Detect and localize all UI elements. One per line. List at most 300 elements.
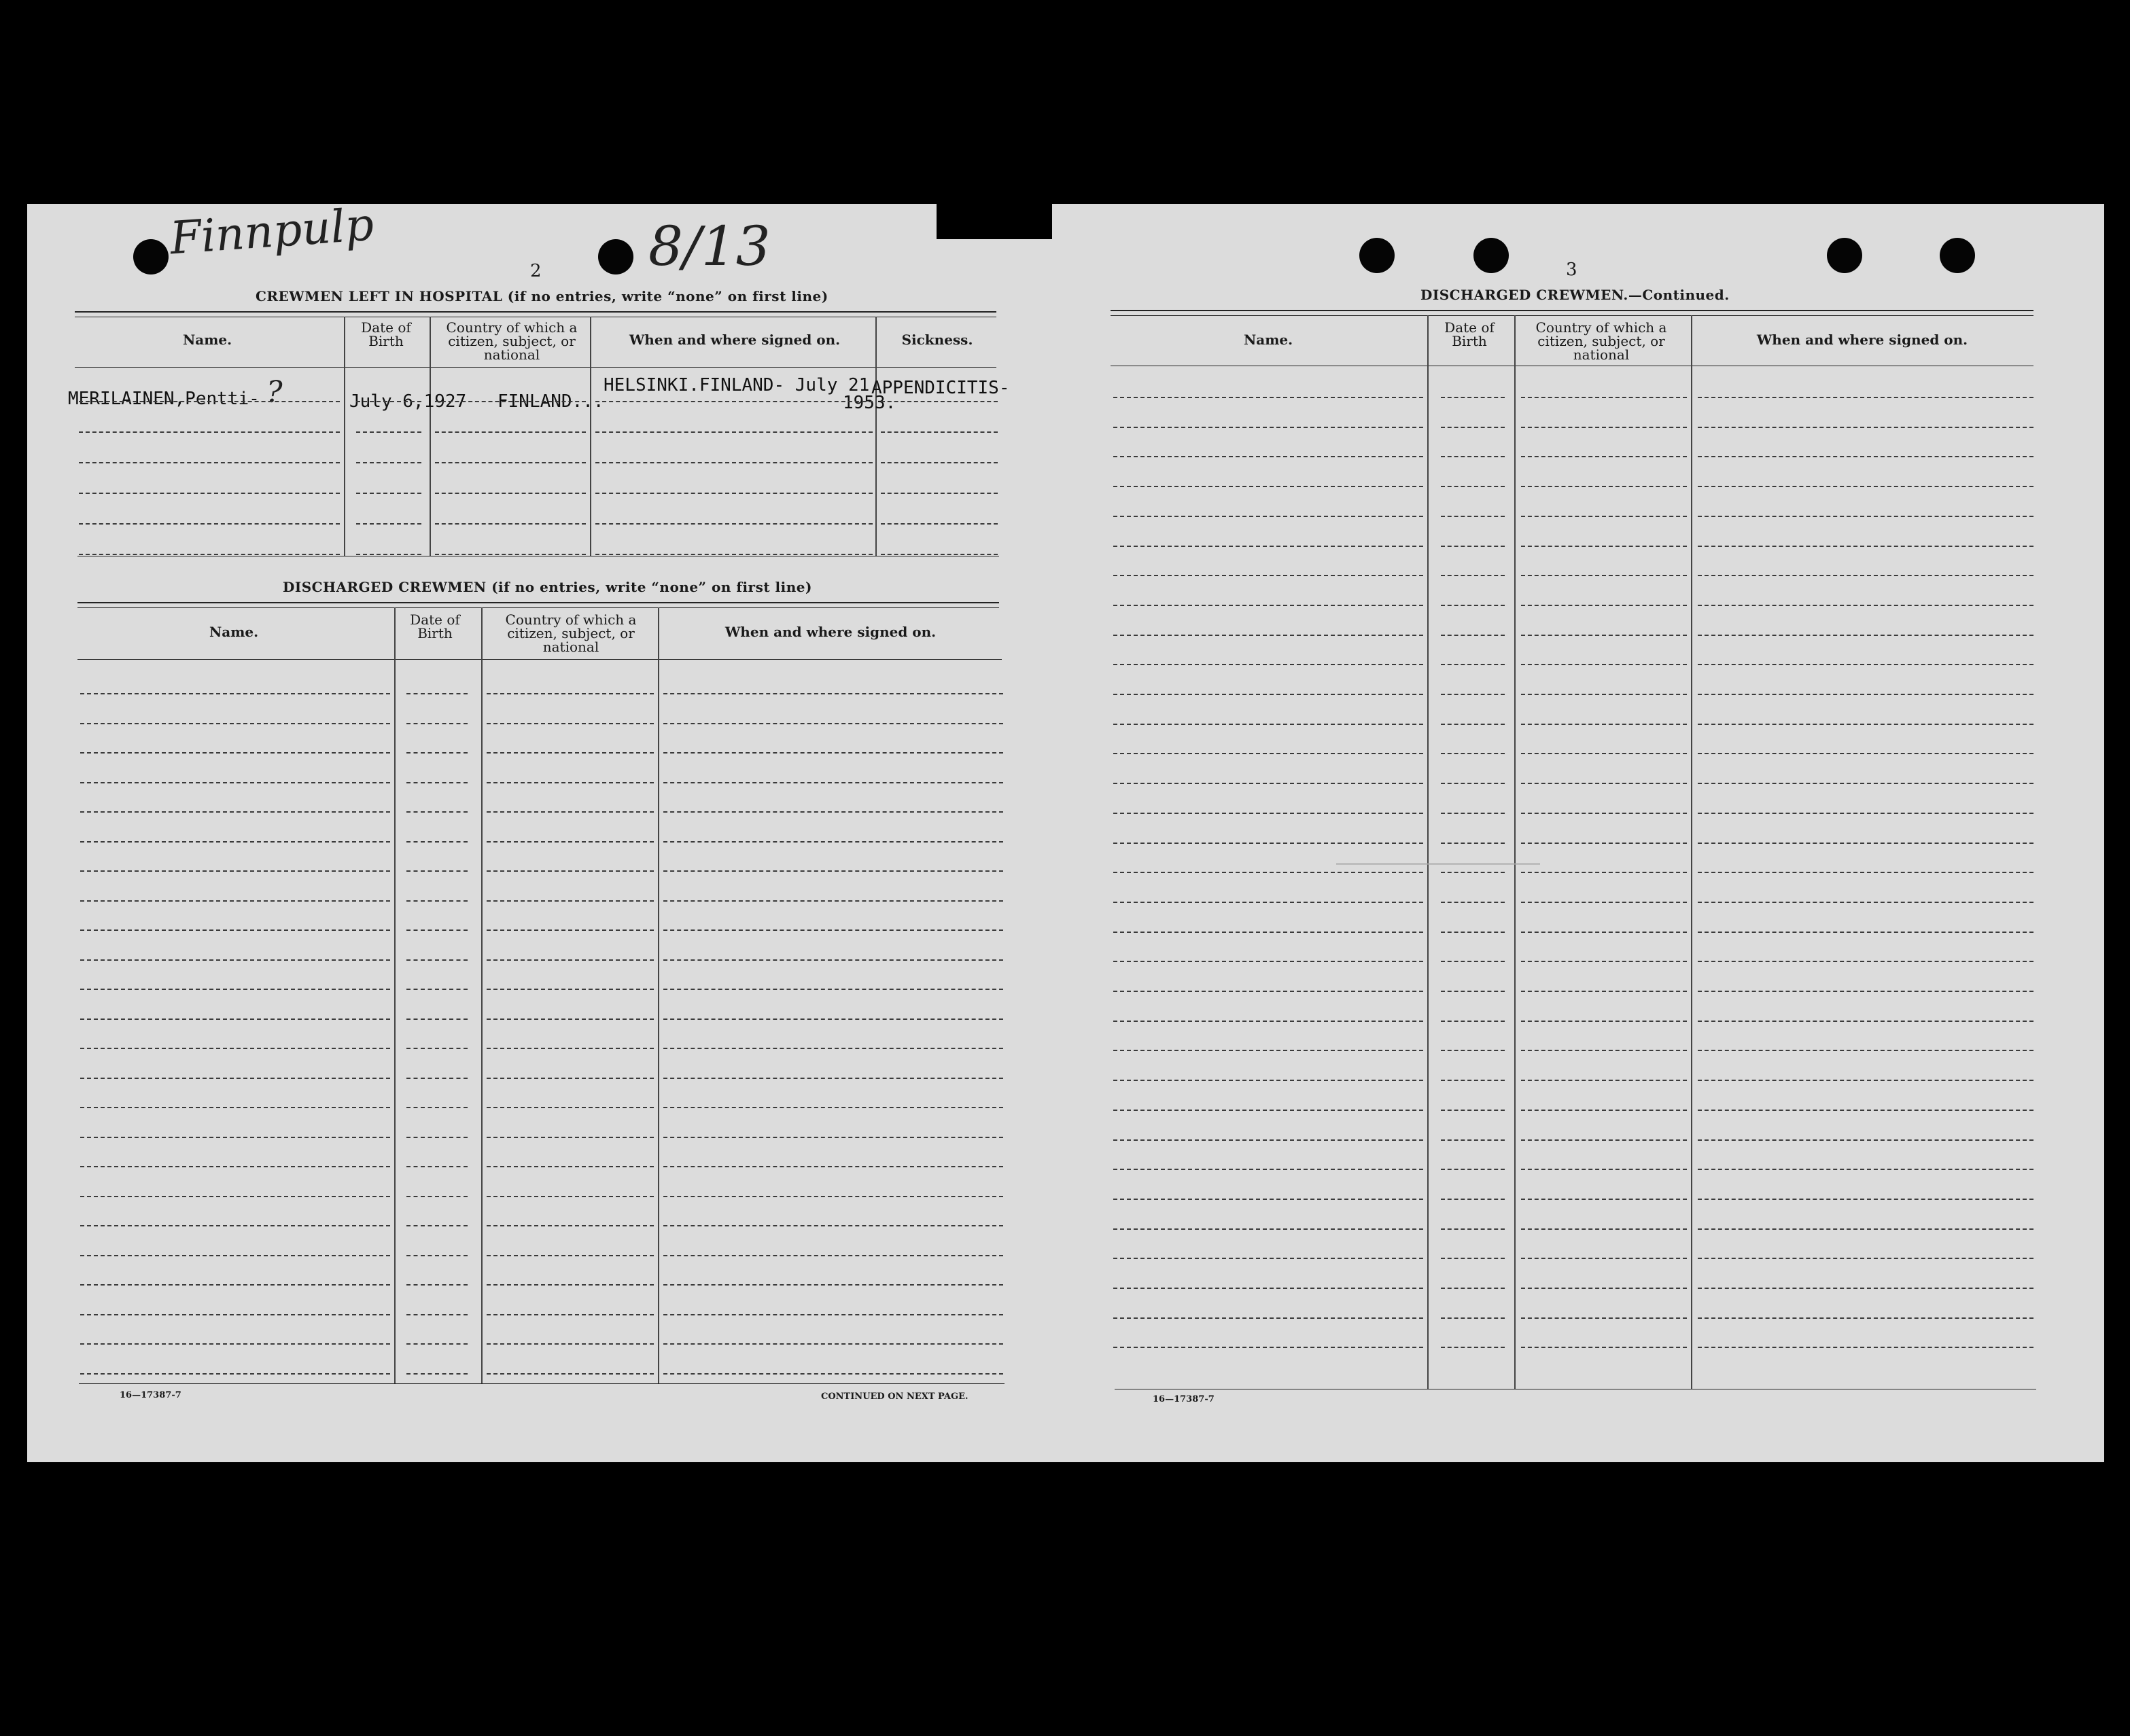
entry-line <box>487 1343 654 1345</box>
entry-line <box>1441 1258 1505 1259</box>
entry-line <box>487 870 654 872</box>
entry-line <box>1441 664 1505 665</box>
entry-line <box>435 554 586 555</box>
entry-line <box>663 811 1003 813</box>
entry-line <box>663 1196 1003 1197</box>
entry-line <box>487 1107 654 1108</box>
entry-line <box>79 554 340 555</box>
entry-line <box>1113 1317 1423 1319</box>
entry-line <box>80 1078 390 1079</box>
entry-line <box>1441 1199 1505 1200</box>
table-cell-name: MERILAINEN,Pentti- <box>68 389 260 409</box>
entry-line <box>406 1314 468 1315</box>
entry-line <box>406 1137 468 1138</box>
entry-line <box>1441 1021 1505 1022</box>
section-title-hospital: CREWMEN LEFT IN HOSPITAL (if no entries, write “none” on first line) <box>256 288 828 304</box>
entry-line <box>1113 813 1423 814</box>
entry-line <box>595 401 873 402</box>
entry-line <box>80 1284 390 1286</box>
table-cell-signed-on: HELSINKI.FINLAND- July 21 <box>604 375 870 395</box>
entry-line <box>1698 664 2033 665</box>
entry-line <box>80 1166 390 1167</box>
entry-line <box>435 523 586 525</box>
entry-line <box>1113 1258 1423 1259</box>
entry-line <box>1698 872 2033 873</box>
entry-line <box>595 431 873 433</box>
table-cell-signed-on-year: 1953. <box>843 393 896 413</box>
col-header-signed-on: When and where signed on. <box>1756 332 1968 348</box>
entry-line <box>1521 1139 1687 1141</box>
entry-line <box>1113 546 1423 547</box>
entry-line <box>1441 932 1505 933</box>
entry-line <box>1113 932 1423 933</box>
entry-line <box>1441 843 1505 844</box>
entry-line <box>1698 427 2033 428</box>
column-divider <box>1691 315 1692 1389</box>
entry-line <box>1113 664 1423 665</box>
col-header-country: Country of which a citizen, subject, or national <box>1535 319 1667 363</box>
entry-line <box>356 401 421 402</box>
entry-line <box>1698 932 2033 933</box>
entry-line <box>1441 427 1505 428</box>
entry-line <box>1698 813 2033 814</box>
entry-line <box>1441 516 1505 517</box>
entry-line <box>79 493 340 494</box>
entry-line <box>1521 783 1687 784</box>
entry-line <box>1521 694 1687 695</box>
entry-line <box>1698 991 2033 992</box>
entry-line <box>663 1107 1003 1108</box>
entry-line <box>1441 1050 1505 1051</box>
entry-line <box>1521 961 1687 962</box>
table-cell-country: FINLAND... <box>497 391 604 412</box>
entry-line <box>1698 635 2033 636</box>
entry-line <box>487 900 654 902</box>
col-header-dob: Date of Birth <box>1444 319 1495 349</box>
entry-line <box>1441 1169 1505 1170</box>
entry-line <box>1698 1169 2033 1170</box>
entry-line <box>1698 783 2033 784</box>
entry-line <box>881 554 998 555</box>
entry-line <box>881 493 998 494</box>
punch-hole <box>1473 238 1509 273</box>
entry-line <box>1521 724 1687 725</box>
entry-line <box>1441 1110 1505 1111</box>
entry-line <box>1113 902 1423 903</box>
entry-line <box>663 1373 1003 1375</box>
entry-line <box>1521 427 1687 428</box>
table-rule <box>75 367 996 368</box>
entry-line <box>1521 1169 1687 1170</box>
entry-line <box>79 401 340 402</box>
entry-line <box>1441 546 1505 547</box>
entry-line <box>663 723 1003 724</box>
entry-line <box>1698 753 2033 754</box>
entry-line <box>663 959 1003 961</box>
entry-line <box>1521 1317 1687 1319</box>
entry-line <box>487 959 654 961</box>
table-rule <box>77 602 999 603</box>
entry-line <box>406 1018 468 1020</box>
entry-line <box>406 929 468 931</box>
entry-line <box>80 1343 390 1345</box>
entry-line <box>80 1196 390 1197</box>
entry-line <box>1521 753 1687 754</box>
entry-line <box>487 1373 654 1375</box>
entry-line <box>487 841 654 843</box>
entry-line <box>435 431 586 433</box>
entry-line <box>1113 1139 1423 1141</box>
entry-line <box>663 752 1003 754</box>
entry-line <box>406 841 468 843</box>
entry-line <box>1698 1110 2033 1111</box>
entry-line <box>80 929 390 931</box>
table-rule <box>1111 310 2033 311</box>
entry-line <box>1441 575 1505 576</box>
entry-line <box>1698 605 2033 606</box>
entry-line <box>1441 872 1505 873</box>
page-number: 3 <box>1566 260 1577 280</box>
entry-line <box>80 900 390 902</box>
entry-line <box>663 989 1003 990</box>
entry-line <box>80 752 390 754</box>
entry-line <box>663 1166 1003 1167</box>
entry-line <box>1698 516 2033 517</box>
entry-line <box>1441 486 1505 487</box>
entry-line <box>1113 843 1423 844</box>
entry-line <box>1698 397 2033 398</box>
entry-line <box>1113 724 1423 725</box>
entry-line <box>1521 516 1687 517</box>
col-header-signed-on: When and where signed on. <box>629 332 841 348</box>
entry-line <box>1441 961 1505 962</box>
table-bottom-rule <box>79 1383 1005 1384</box>
entry-line <box>1521 1288 1687 1289</box>
entry-line <box>663 1314 1003 1315</box>
entry-line <box>1521 872 1687 873</box>
punch-hole <box>133 239 169 274</box>
entry-line <box>881 431 998 433</box>
column-divider <box>875 317 877 556</box>
entry-line <box>1698 456 2033 457</box>
entry-line <box>1521 605 1687 606</box>
entry-line <box>663 1137 1003 1138</box>
entry-line <box>663 1284 1003 1286</box>
entry-line <box>1113 427 1423 428</box>
entry-line <box>1113 397 1423 398</box>
entry-line <box>1113 605 1423 606</box>
entry-line <box>1698 1317 2033 1319</box>
entry-line <box>435 401 586 402</box>
entry-line <box>1521 1199 1687 1200</box>
entry-line <box>1441 1317 1505 1319</box>
column-divider <box>481 607 483 1383</box>
entry-line <box>663 782 1003 783</box>
entry-line <box>406 900 468 902</box>
entry-line <box>663 929 1003 931</box>
entry-line <box>406 1255 468 1256</box>
handwritten-date: 8/13 <box>648 215 771 278</box>
entry-line <box>356 554 421 555</box>
entry-line <box>1113 1347 1423 1348</box>
entry-line <box>406 1166 468 1167</box>
entry-line <box>1113 456 1423 457</box>
entry-line <box>487 1284 654 1286</box>
right-page <box>1060 204 2104 1462</box>
entry-line <box>1521 932 1687 933</box>
column-divider <box>344 317 345 556</box>
entry-line <box>1441 694 1505 695</box>
entry-line <box>1698 694 2033 695</box>
entry-line <box>881 523 998 525</box>
entry-line <box>595 493 873 494</box>
entry-line <box>1698 1080 2033 1081</box>
entry-line <box>1113 1288 1423 1289</box>
entry-line <box>406 723 468 724</box>
column-divider <box>430 317 431 556</box>
entry-line <box>1698 1139 2033 1141</box>
entry-line <box>356 462 421 463</box>
entry-line <box>1698 1199 2033 1200</box>
entry-line <box>1113 486 1423 487</box>
entry-line <box>406 989 468 990</box>
entry-line <box>663 841 1003 843</box>
entry-line <box>1521 486 1687 487</box>
col-header-signed-on: When and where signed on. <box>724 624 937 640</box>
table-rule <box>77 659 1002 660</box>
entry-line <box>595 554 873 555</box>
col-header-dob: Date of Birth <box>361 319 411 349</box>
entry-line <box>1521 635 1687 636</box>
entry-line <box>595 523 873 525</box>
entry-line <box>663 1225 1003 1226</box>
entry-line <box>80 1107 390 1108</box>
entry-line <box>1698 902 2033 903</box>
entry-line <box>1698 724 2033 725</box>
entry-line <box>663 693 1003 694</box>
entry-line <box>1113 961 1423 962</box>
entry-line <box>80 782 390 783</box>
entry-line <box>1113 1080 1423 1081</box>
entry-line <box>356 523 421 525</box>
table-rule <box>75 311 996 313</box>
entry-line <box>80 811 390 813</box>
form-number: 16—17387-7 <box>120 1390 181 1400</box>
entry-line <box>881 462 998 463</box>
entry-line <box>487 1166 654 1167</box>
entry-line <box>1441 783 1505 784</box>
entry-line <box>1113 575 1423 576</box>
entry-line <box>1698 1347 2033 1348</box>
entry-line <box>406 1078 468 1079</box>
entry-line <box>1113 635 1423 636</box>
entry-line <box>80 1373 390 1375</box>
entry-line <box>663 1255 1003 1256</box>
entry-line <box>406 1107 468 1108</box>
entry-line <box>1698 575 2033 576</box>
torn-notch <box>937 201 1052 239</box>
entry-line <box>1113 1199 1423 1200</box>
entry-line <box>406 752 468 754</box>
entry-line <box>406 693 468 694</box>
punch-hole <box>1940 238 1975 273</box>
faint-stamp <box>1336 788 1540 865</box>
entry-line <box>1113 694 1423 695</box>
entry-line <box>1441 456 1505 457</box>
entry-line <box>663 900 1003 902</box>
entry-line <box>80 1314 390 1315</box>
entry-line <box>487 752 654 754</box>
entry-line <box>1441 753 1505 754</box>
table-rule <box>77 607 999 608</box>
col-header-country: Country of which a citizen, subject, or national <box>505 612 637 655</box>
col-header-country: Country of which a citizen, subject, or national <box>446 319 578 363</box>
entry-line <box>1521 1228 1687 1230</box>
entry-line <box>663 1078 1003 1079</box>
entry-line <box>663 870 1003 872</box>
entry-line <box>1113 516 1423 517</box>
entry-line <box>1441 1228 1505 1230</box>
entry-line <box>80 1255 390 1256</box>
entry-line <box>406 1284 468 1286</box>
entry-line <box>487 1225 654 1226</box>
entry-line <box>1113 753 1423 754</box>
entry-line <box>406 1343 468 1345</box>
entry-line <box>406 811 468 813</box>
table-cell-name-mark: ? <box>266 375 283 410</box>
entry-line <box>406 782 468 783</box>
form-number: 16—17387-7 <box>1153 1394 1215 1404</box>
entry-line <box>80 1137 390 1138</box>
page-number: 2 <box>530 261 542 281</box>
entry-line <box>1521 456 1687 457</box>
entry-line <box>1113 1021 1423 1022</box>
handwritten-ship-name: Finnpulp <box>168 198 376 265</box>
col-header-dob: Date of Birth <box>410 612 460 641</box>
entry-line <box>1698 843 2033 844</box>
entry-line <box>406 1048 468 1049</box>
col-header-name: Name. <box>182 332 232 348</box>
entry-line <box>1521 1110 1687 1111</box>
entry-line <box>1441 397 1505 398</box>
table-rule <box>1111 315 2033 316</box>
entry-line <box>1113 1110 1423 1111</box>
column-divider <box>590 317 591 556</box>
entry-line <box>79 462 340 463</box>
entry-line <box>406 959 468 961</box>
entry-line <box>1113 1228 1423 1230</box>
entry-line <box>487 989 654 990</box>
entry-line <box>79 431 340 433</box>
col-header-sickness: Sickness. <box>901 332 973 348</box>
entry-line <box>80 693 390 694</box>
entry-line <box>80 1225 390 1226</box>
entry-line <box>80 959 390 961</box>
entry-line <box>663 1343 1003 1345</box>
table-cell-dob: July 6,1927 <box>349 391 467 412</box>
entry-line <box>487 1314 654 1315</box>
entry-line <box>1521 1080 1687 1081</box>
entry-line <box>881 401 998 402</box>
section-title-discharged: DISCHARGED CREWMEN (if no entries, write “none” on first line) <box>283 579 812 595</box>
entry-line <box>1441 1288 1505 1289</box>
entry-line <box>1521 1021 1687 1022</box>
entry-line <box>1521 397 1687 398</box>
entry-line <box>1441 1347 1505 1348</box>
continued-note: CONTINUED ON NEXT PAGE. <box>821 1392 968 1402</box>
entry-line <box>1441 902 1505 903</box>
entry-line <box>487 1255 654 1256</box>
entry-line <box>1521 902 1687 903</box>
entry-line <box>1441 813 1505 814</box>
entry-line <box>1441 1080 1505 1081</box>
entry-line <box>1441 635 1505 636</box>
entry-line <box>1698 1021 2033 1022</box>
entry-line <box>1521 1347 1687 1348</box>
entry-line <box>1521 843 1687 844</box>
entry-line <box>1113 872 1423 873</box>
entry-line <box>1698 961 2033 962</box>
entry-line <box>1113 1050 1423 1051</box>
entry-line <box>80 1018 390 1020</box>
entry-line <box>435 493 586 494</box>
col-header-name: Name. <box>1243 332 1293 348</box>
entry-line <box>1113 783 1423 784</box>
section-title-discharged-continued: DISCHARGED CREWMEN.—Continued. <box>1420 287 1730 303</box>
entry-line <box>356 431 421 433</box>
entry-line <box>1698 1050 2033 1051</box>
punch-hole <box>1359 238 1395 273</box>
entry-line <box>80 870 390 872</box>
entry-line <box>487 1078 654 1079</box>
entry-line <box>406 1196 468 1197</box>
entry-line <box>1441 1139 1505 1141</box>
entry-line <box>1441 991 1505 992</box>
entry-line <box>487 782 654 783</box>
entry-line <box>487 811 654 813</box>
entry-line <box>406 870 468 872</box>
entry-line <box>1698 546 2033 547</box>
entry-line <box>79 523 340 525</box>
entry-line <box>1441 605 1505 606</box>
entry-line <box>356 493 421 494</box>
entry-line <box>1521 991 1687 992</box>
entry-line <box>80 723 390 724</box>
entry-line <box>487 1018 654 1020</box>
entry-line <box>1113 991 1423 992</box>
entry-line <box>1113 1169 1423 1170</box>
entry-line <box>1521 664 1687 665</box>
column-divider <box>394 607 396 1383</box>
entry-line <box>1521 575 1687 576</box>
entry-line <box>487 1137 654 1138</box>
entry-line <box>80 1048 390 1049</box>
entry-line <box>487 929 654 931</box>
entry-line <box>1521 1050 1687 1051</box>
punch-hole <box>1827 238 1862 273</box>
entry-line <box>487 723 654 724</box>
entry-line <box>1521 546 1687 547</box>
col-header-name: Name. <box>209 624 259 640</box>
entry-line <box>663 1048 1003 1049</box>
entry-line <box>1698 1228 2033 1230</box>
entry-line <box>487 1196 654 1197</box>
entry-line <box>435 462 586 463</box>
entry-line <box>1698 1258 2033 1259</box>
entry-line <box>80 989 390 990</box>
entry-line <box>406 1225 468 1226</box>
entry-line <box>406 1373 468 1375</box>
